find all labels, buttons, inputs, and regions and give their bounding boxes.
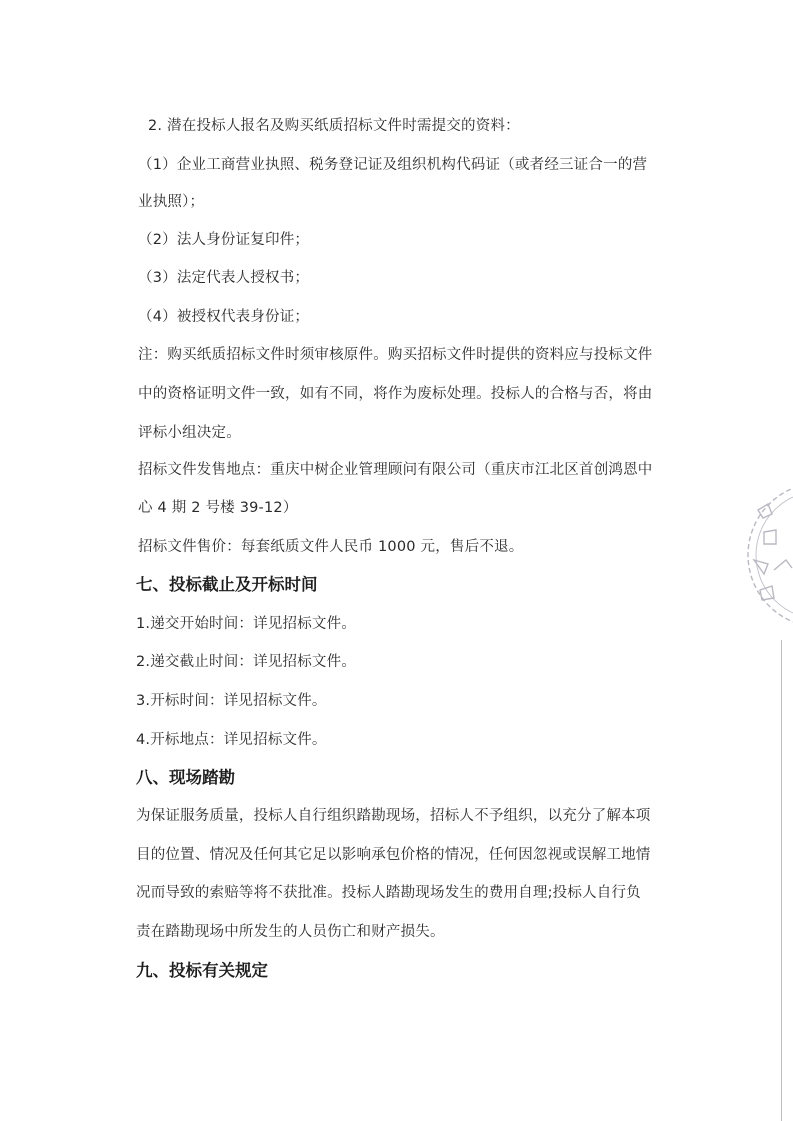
material-item-2: （2）法人身份证复印件； <box>138 232 310 248</box>
section-8-line-1: 为保证服务质量，投标人自行组织踏勘现场，招标人不予组织，以充分了解本项 <box>136 808 651 824</box>
sale-place-line-2: 心 4 期 2 号楼 39-12） <box>138 500 298 516</box>
section-7-item-2: 2.递交截止时间：详见招标文件。 <box>136 654 357 670</box>
section-7-heading: 七、投标截止及开标时间 <box>136 575 318 594</box>
material-item-4: （4）被授权代表身份证； <box>138 309 310 325</box>
section-7-item-3: 3.开标时间：详见招标文件。 <box>136 693 327 709</box>
section-7-item-4: 4.开标地点：详见招标文件。 <box>136 732 327 748</box>
material-item-1-line2: 业执照）； <box>138 194 205 210</box>
material-item-3: （3）法定代表人授权书； <box>138 270 310 286</box>
sale-place-line-1: 招标文件发售地点：重庆中树企业管理顾问有限公司（重庆市江北区首创鸿恩中 <box>138 462 653 478</box>
note-line-1: 注：购买纸质招标文件时须审核原件。购买招标文件时提供的资料应与投标文件 <box>138 347 653 363</box>
submission-materials-title: 2. 潜在投标人报名及购买纸质招标文件时需提交的资料： <box>148 118 520 134</box>
section-9-heading: 九、投标有关规定 <box>136 961 268 980</box>
section-8-line-4: 责在踏勘现场中所发生的人员伤亡和财产损失。 <box>136 924 445 940</box>
scan-edge-line <box>781 640 782 1121</box>
note-line-3: 评标小组决定。 <box>138 425 241 441</box>
section-8-heading: 八、现场踏勘 <box>136 768 235 787</box>
partial-seal-stamp-icon <box>740 470 793 640</box>
note-line-2: 中的资格证明文件一致，如有不同，将作为废标处理。投标人的合格与否，将由 <box>138 386 653 402</box>
section-7-item-1: 1.递交开始时间：详见招标文件。 <box>136 616 357 632</box>
section-8-line-2: 目的位置、情况及任何其它足以影响承包价格的情况，任何因忽视或误解工地情 <box>136 847 651 863</box>
sale-price: 招标文件售价：每套纸质文件人民币 1000 元，售后不退。 <box>138 539 524 555</box>
section-8-line-3: 况而导致的索赔等将不获批准。投标人踏勘现场发生的费用自理;投标人自行负 <box>136 885 641 901</box>
material-item-1-line1: （1）企业工商营业执照、税务登记证及组织机构代码证（或者经三证合一的营 <box>138 157 648 173</box>
